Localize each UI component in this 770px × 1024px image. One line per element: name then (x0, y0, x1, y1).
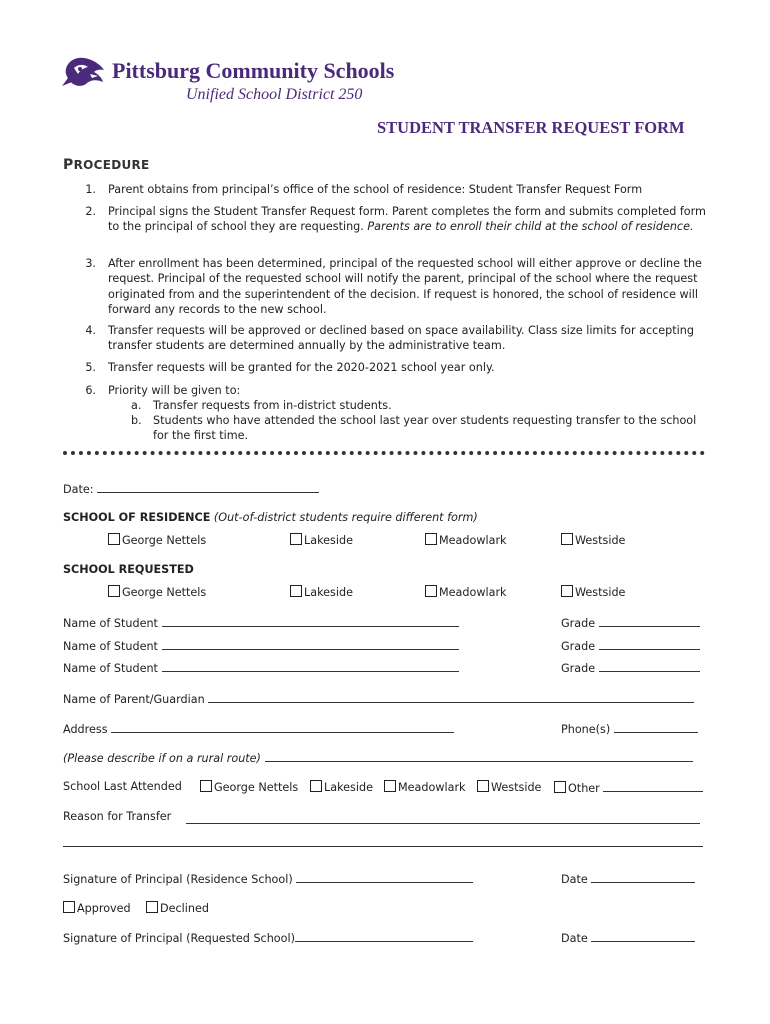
last-attended-option[interactable]: Westside (477, 780, 541, 794)
district-name: Unified School District 250 (186, 86, 363, 103)
list-number: 3. (85, 257, 96, 270)
student-row: Name of Student (63, 615, 459, 630)
grade-field[interactable] (599, 660, 700, 672)
student-name-field[interactable] (162, 615, 459, 627)
checkbox[interactable] (108, 533, 120, 545)
procedure-item-6: Priority will be given to: (108, 384, 241, 397)
checkbox[interactable] (425, 585, 437, 597)
grade-field[interactable] (599, 638, 700, 650)
form-title: STUDENT TRANSFER REQUEST FORM (377, 118, 685, 137)
grade-row: Grade (561, 638, 700, 653)
checkbox[interactable] (477, 780, 489, 792)
procedure-item-4: Transfer requests will be approved or declined based on space availability. Class size limits for accepting transfer students are determined annually by the administrative team. (108, 324, 694, 353)
grade-row: Grade (561, 615, 700, 630)
grade-field[interactable] (599, 615, 700, 627)
requested-heading: SCHOOL REQUESTED (63, 563, 194, 576)
checkbox[interactable] (561, 533, 573, 545)
sig-requested-row: Signature of Principal (Requested School) (63, 930, 473, 945)
address-field[interactable] (111, 721, 454, 733)
school-name: Pittsburg Community Schools (112, 58, 395, 83)
sub-letter: b. (131, 414, 142, 427)
parent-row: Name of Parent/Guardian (63, 691, 694, 706)
procedure-item-2: Principal signs the Student Transfer Request form. Parent completes the form and submits completed form to the principal of school they are requesting. Parents are to enroll their child at the school of residence. (108, 205, 706, 234)
rural-row: (Please describe if on a rural route) (63, 750, 693, 765)
date2-field[interactable] (591, 871, 695, 883)
date2-row: Date (561, 871, 695, 886)
sub-item-b: Students who have attended the school last year over students requesting transfer to the school for the first time. (153, 414, 697, 443)
checkbox[interactable] (146, 901, 158, 913)
procedure-heading: PROCEDURE (63, 157, 150, 173)
list-number: 5. (85, 361, 96, 374)
procedure-item-1: Parent obtains from principal’s office of the school of residence: Student Transfer Request Form (108, 183, 643, 196)
declined-option[interactable]: Declined (146, 901, 209, 915)
checkbox[interactable] (200, 780, 212, 792)
date-row (63, 481, 319, 496)
residence-option[interactable]: Lakeside (290, 533, 353, 547)
checkbox[interactable] (290, 533, 302, 545)
residence-option[interactable]: Westside (561, 533, 625, 547)
grade-row: Grade (561, 660, 700, 675)
list-number: 1. (85, 183, 96, 196)
requested-option[interactable]: Lakeside (290, 585, 353, 599)
date-label: Date: (63, 483, 94, 496)
residence-option[interactable]: Meadowlark (425, 533, 507, 547)
date3-row: Date (561, 930, 695, 945)
last-attended-label: School Last Attended (63, 780, 182, 793)
checkbox[interactable] (108, 585, 120, 597)
other-field[interactable] (603, 780, 703, 792)
checkbox[interactable] (63, 901, 75, 913)
rural-route-field[interactable] (265, 750, 693, 762)
requested-option[interactable]: Meadowlark (425, 585, 507, 599)
requested-option[interactable]: Westside (561, 585, 625, 599)
last-attended-option[interactable]: Meadowlark (384, 780, 466, 794)
date3-field[interactable] (591, 930, 695, 942)
procedure-item-3: After enrollment has been determined, principal of the requested school will either approve or decline the request. Principal of the requested school will notify the parent, principal of the school where the request originated from and the superintendent of the decision. If request is honored, the school of residence will forward any records to the new school. (108, 257, 702, 316)
approved-option[interactable]: Approved (63, 901, 131, 915)
sub-letter: a. (131, 399, 142, 412)
requested-option[interactable]: George Nettels (108, 585, 206, 599)
date-field[interactable] (97, 481, 319, 493)
checkbox[interactable] (290, 585, 302, 597)
checkbox[interactable] (310, 780, 322, 792)
dotted-separator (63, 451, 705, 455)
student-name-field[interactable] (162, 638, 459, 650)
checkbox[interactable] (384, 780, 396, 792)
phone-row: Phone(s) (561, 721, 698, 736)
procedure-item-5: Transfer requests will be granted for the 2020-2021 school year only. (108, 361, 495, 374)
last-attended-option[interactable]: Other (554, 780, 703, 795)
checkbox[interactable] (425, 533, 437, 545)
list-number: 2. (85, 205, 96, 218)
sub-item-a: Transfer requests from in-district students. (153, 399, 392, 412)
reason-field-line2[interactable] (63, 846, 703, 847)
student-row: Name of Student (63, 660, 459, 675)
checkbox[interactable] (561, 585, 573, 597)
sig-requested-field[interactable] (295, 930, 473, 942)
list-number: 4. (85, 324, 96, 337)
list-number: 6. (85, 384, 96, 397)
residence-option[interactable]: George Nettels (108, 533, 206, 547)
last-attended-option[interactable]: Lakeside (310, 780, 373, 794)
last-attended-option[interactable]: George Nettels (200, 780, 298, 794)
sig-residence-field[interactable] (296, 871, 473, 883)
student-row: Name of Student (63, 638, 459, 653)
sig-residence-row: Signature of Principal (Residence School) (63, 871, 473, 886)
residence-heading: SCHOOL OF RESIDENCE (Out-of-district students require different form) (63, 511, 478, 524)
reason-field[interactable] (186, 823, 700, 824)
checkbox[interactable] (554, 781, 566, 793)
phone-field[interactable] (614, 721, 698, 733)
parent-name-field[interactable] (208, 691, 694, 703)
reason-row: Reason for Transfer (63, 810, 172, 823)
student-name-field[interactable] (162, 660, 459, 672)
address-row: Address (63, 721, 454, 736)
district-logo (60, 52, 108, 92)
